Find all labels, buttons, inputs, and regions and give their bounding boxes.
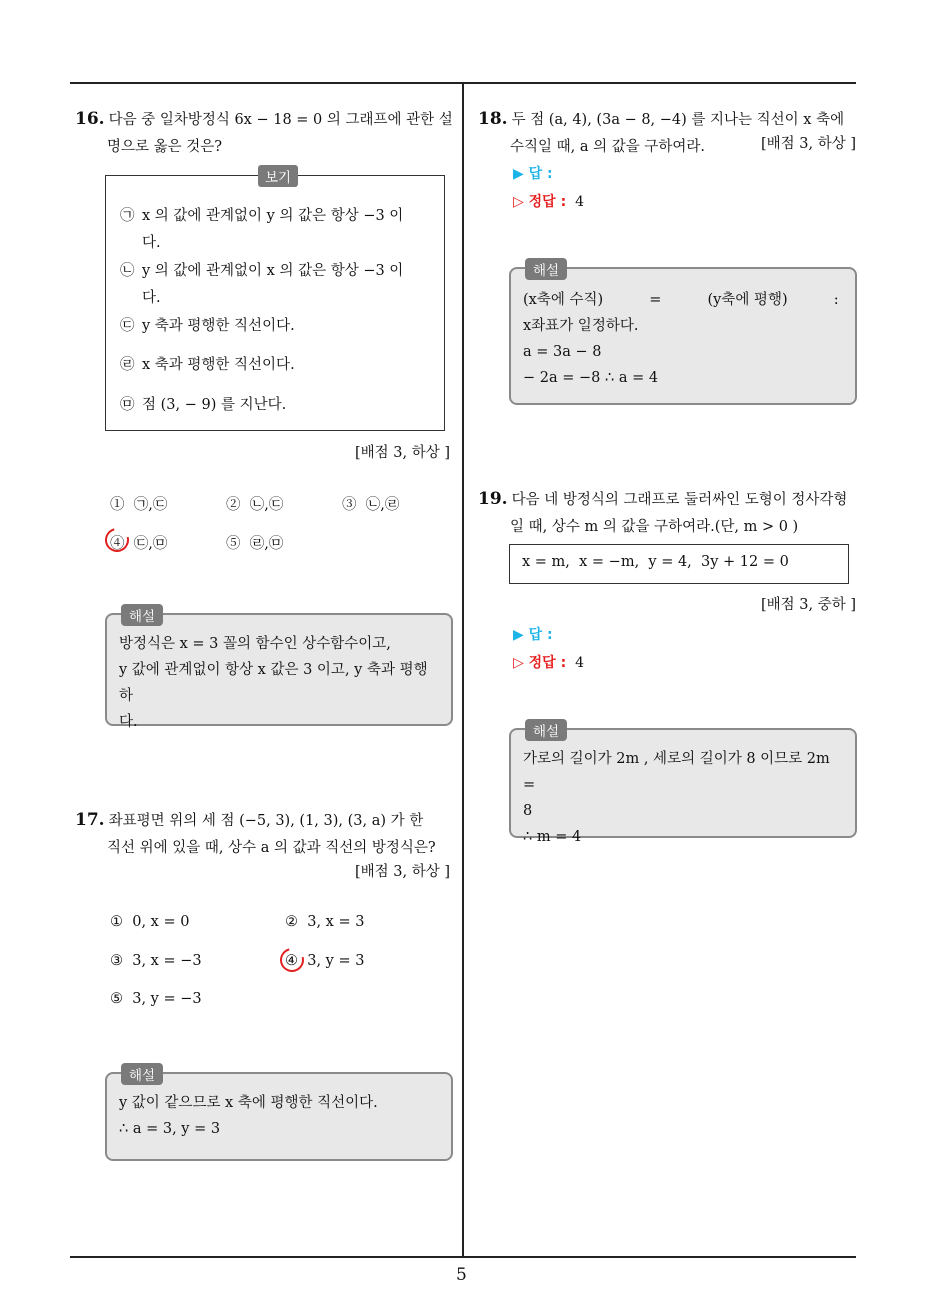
question-text-cont: 명으로 옳은 것은? [107,139,223,155]
choice-5[interactable]: ⑤ 3, y = −3 [110,991,202,1007]
question-text: 좌표평면 위의 세 점 (−5, 3), (1, 3), (3, a) 가 한 [108,813,424,829]
solution-line: (x축에 수직) = (y축에 평행) : [523,292,839,308]
bogi-box [105,170,445,431]
solution-line: 방정식은 x = 3 꼴의 함수인 상수함수이고, [119,636,391,652]
solution-label: 해설 [121,1063,163,1085]
question-number: 19. [478,489,508,509]
choice-1[interactable]: ① 0, x = 0 [110,914,190,930]
choice-4[interactable]: ④ 3, y = 3 [285,953,365,969]
answer-label: ▶ 답 : [513,166,553,182]
bogi-label: 보기 [258,165,298,187]
question-16 [75,106,455,161]
bogi-item: ㉢ y 축과 평행한 직선이다. [120,313,434,340]
solution-line: x좌표가 일정하다. [523,318,639,334]
choice-2[interactable]: ② 3, x = 3 [285,914,365,930]
question-text-cont: 수직일 때, a 의 값을 구하여라. [510,139,705,155]
question-text: 다음 중 일차방정식 6x − 18 = 0 의 그래프에 관한 설 [108,112,453,128]
solution-line: a = 3a − 8 [523,344,602,360]
solution-line: − 2a = −8 ∴ a = 4 [523,370,659,386]
bogi-marker: ㉠ [120,208,135,224]
question-text-cont: 일 때, 상수 m 의 값을 구하여라.(단, m > 0 ) [510,519,799,535]
solution-box [509,263,857,405]
bogi-item: ㉡ y 의 값에 관계없이 x 의 값은 항상 −3 이 다. [120,258,434,312]
page-number: 5 [456,1265,467,1285]
equations-text: x = m, x = −m, y = 4, 3y + 12 = 0 [522,554,789,570]
question-19 [478,486,860,541]
solution-label: 해설 [121,604,163,626]
choice-1[interactable]: ① ㉠,㉢ [110,497,168,513]
question-text: 다음 네 방정식의 그래프로 둘러싸인 도형이 정사각형 [511,492,848,508]
solution-line: 8 [523,803,533,819]
question-number: 17. [75,810,105,830]
solution-line: ∴ m = 4 [523,829,582,845]
score-label: [배점 3, 하상 ] [354,445,450,461]
question-number: 16. [75,109,105,129]
bogi-item: ㉣ x 축과 평행한 직선이다. [120,352,434,379]
question-17 [75,807,460,862]
solution-label: 해설 [525,258,567,280]
solution-line: ∴ a = 3, y = 3 [119,1121,221,1137]
solution-box [105,609,453,730]
score-label: [배점 3, 하상 ] [354,864,450,880]
answer-label: ▶ 답 : [513,627,553,643]
score-label: [배점 3, 하상 ] [760,136,856,152]
selected-answer-mark [276,944,309,977]
choice-2[interactable]: ② ㉡,㉢ [226,497,284,513]
bogi-marker: ㉢ [120,318,135,334]
correct-answer: ▷ 정답 : 4 [513,194,584,210]
equation-box [509,544,849,584]
solution-line: 다. [119,714,138,730]
choice-5[interactable]: ⑤ ㉣,㉤ [226,536,284,552]
correct-answer: ▷ 정답 : 4 [513,655,584,671]
bogi-marker: ㉤ [120,397,135,413]
score-label: [배점 3, 중하 ] [760,597,856,613]
solution-line: y 값에 관계없이 항상 x 값은 3 이고, y 축과 평행하 [119,662,428,704]
solution-box [509,724,857,845]
bottom-rule [70,1256,856,1258]
choice-3[interactable]: ③ 3, x = −3 [110,953,202,969]
solution-line: y 값이 같으므로 x 축에 평행한 직선이다. [119,1095,378,1111]
solution-line: 가로의 길이가 2m , 세로의 길이가 8 이므로 2m = [523,751,830,793]
solution-box [105,1068,453,1161]
solution-label: 해설 [525,719,567,741]
bogi-marker: ㉣ [120,357,135,373]
bogi-item: ㉠ x 의 값에 관계없이 y 의 값은 항상 −3 이 다. [120,203,434,257]
question-number: 18. [478,109,508,129]
choice-4[interactable]: ④ ㉢,㉤ [110,536,168,552]
question-text-cont: 직선 위에 있을 때, 상수 a 의 값과 직선의 방정식은? [107,840,436,856]
column-divider [462,82,464,1257]
question-text: 두 점 (a, 4), (3a − 8, −4) 를 지나는 직선이 x 축에 [511,112,845,128]
bogi-marker: ㉡ [120,263,135,279]
bogi-item: ㉤ 점 (3, − 9) 를 지난다. [120,392,434,419]
choice-3[interactable]: ③ ㉡,㉣ [342,497,400,513]
